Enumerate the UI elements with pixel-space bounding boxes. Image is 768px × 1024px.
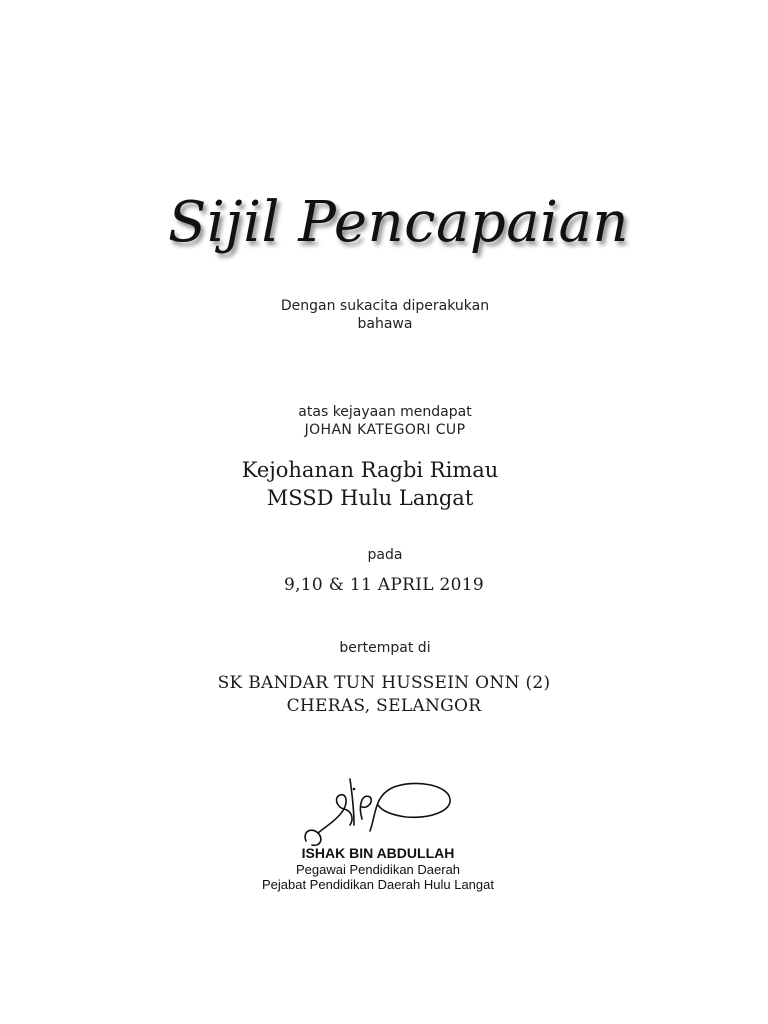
achievement-line-1: atas kejayaan mendapat <box>298 404 472 420</box>
venue-label: bertempat di <box>339 640 431 656</box>
venue-line-2: CHERAS, SELANGOR <box>286 696 482 716</box>
certificate-title: Sijil Pencapaian <box>168 190 629 255</box>
date-label: pada <box>367 547 403 563</box>
intro-line-1: Dengan sukacita diperakukan <box>280 298 490 314</box>
signatory-name: ISHAK BIN ABDULLAH <box>301 845 455 861</box>
event-name-line-1: Kejohanan Ragbi Rimau <box>241 458 499 482</box>
achievement-line-2: JOHAN KATEGORI CUP <box>304 422 466 438</box>
signatory-position: Pegawai Pendidikan Daerah <box>295 862 461 877</box>
signatory-office: Pejabat Pendidikan Daerah Hulu Langat <box>261 877 494 892</box>
venue-line-1: SK BANDAR TUN HUSSEIN ONN (2) <box>217 673 551 693</box>
handwritten-signature <box>298 775 458 855</box>
event-date: 9,10 & 11 APRIL 2019 <box>283 575 484 595</box>
intro-line-2: bahawa <box>357 316 413 332</box>
event-name-line-2: MSSD Hulu Langat <box>266 486 474 510</box>
